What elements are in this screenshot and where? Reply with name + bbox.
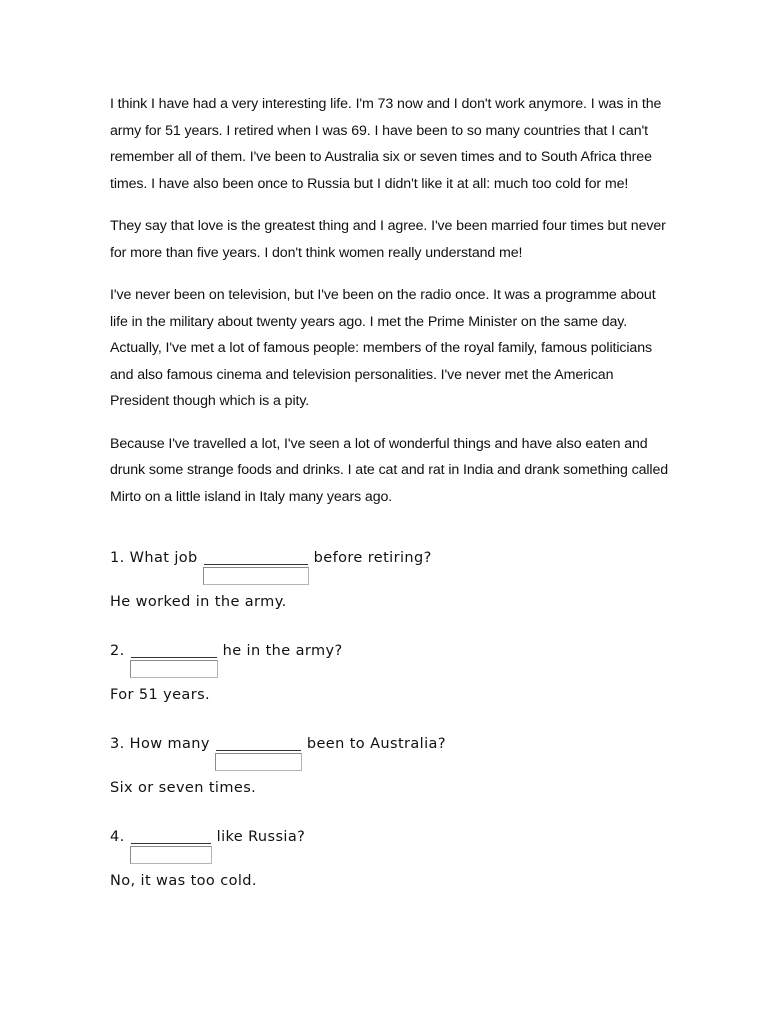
question-3-blank	[216, 750, 301, 751]
paragraph-3: I've never been on television, but I've been on the radio once. It was a programme about life in the military about twenty years ago. I met the Prime Minister on the same day. Actually, I've met a lot of famous people: members of the royal family, famous politicians and also famous cinema and television personalities. I've never met the American President though which is a pity.	[110, 287, 656, 409]
question-3	[110, 732, 670, 768]
question-list	[110, 546, 670, 918]
answer-1-text: He worked in the army.	[110, 594, 287, 610]
question-2-prefix: 2.	[110, 643, 125, 659]
question-1-prefix: 1. What job	[110, 550, 198, 566]
answer-2-text: For 51 years.	[110, 687, 211, 703]
paragraph-2: They say that love is the greatest thing and I agree. I've been married four times but never for more than five years. I don't think women really understand me!	[110, 218, 666, 261]
question-2-blank	[131, 657, 217, 658]
question-3-prefix: 3. How many	[110, 736, 210, 752]
answer-4-text: No, it was too cold.	[110, 873, 257, 889]
paragraph-1: I think I have had a very interesting life. I'm 73 now and I don't work anymore. I was in the army for 51 years. I retired when I was 69. I have been to so many countries that I can't remember all of them. I've been to Australia six or seven times and to South Africa three times. I have also been once to Russia but I didn't like it at all: much too cold for me!	[110, 96, 662, 192]
question-4-prefix: 4.	[110, 829, 125, 845]
answer-3-text: Six or seven times.	[110, 780, 257, 796]
question-2	[110, 639, 670, 675]
question-2-suffix: he in the army?	[222, 643, 343, 659]
question-4	[110, 825, 670, 861]
answer-3	[110, 768, 670, 825]
question-4-suffix: like Russia?	[216, 829, 306, 845]
question-3-suffix: been to Australia?	[306, 736, 446, 752]
paragraph-4: Because I've travelled a lot, I've seen a lot of wonderful things and have also eaten and drunk some strange foods and drinks. I ate cat and rat in India and drank something called Mirto on a little island in Italy many years ago.	[110, 435, 669, 505]
answer-4	[110, 861, 670, 918]
reading-passage	[110, 91, 670, 526]
question-1-blank	[204, 564, 308, 565]
answer-2	[110, 675, 670, 732]
question-1	[110, 546, 670, 582]
answer-1	[110, 582, 670, 639]
question-4-blank	[131, 843, 211, 844]
question-1-suffix: before retiring?	[313, 550, 432, 566]
